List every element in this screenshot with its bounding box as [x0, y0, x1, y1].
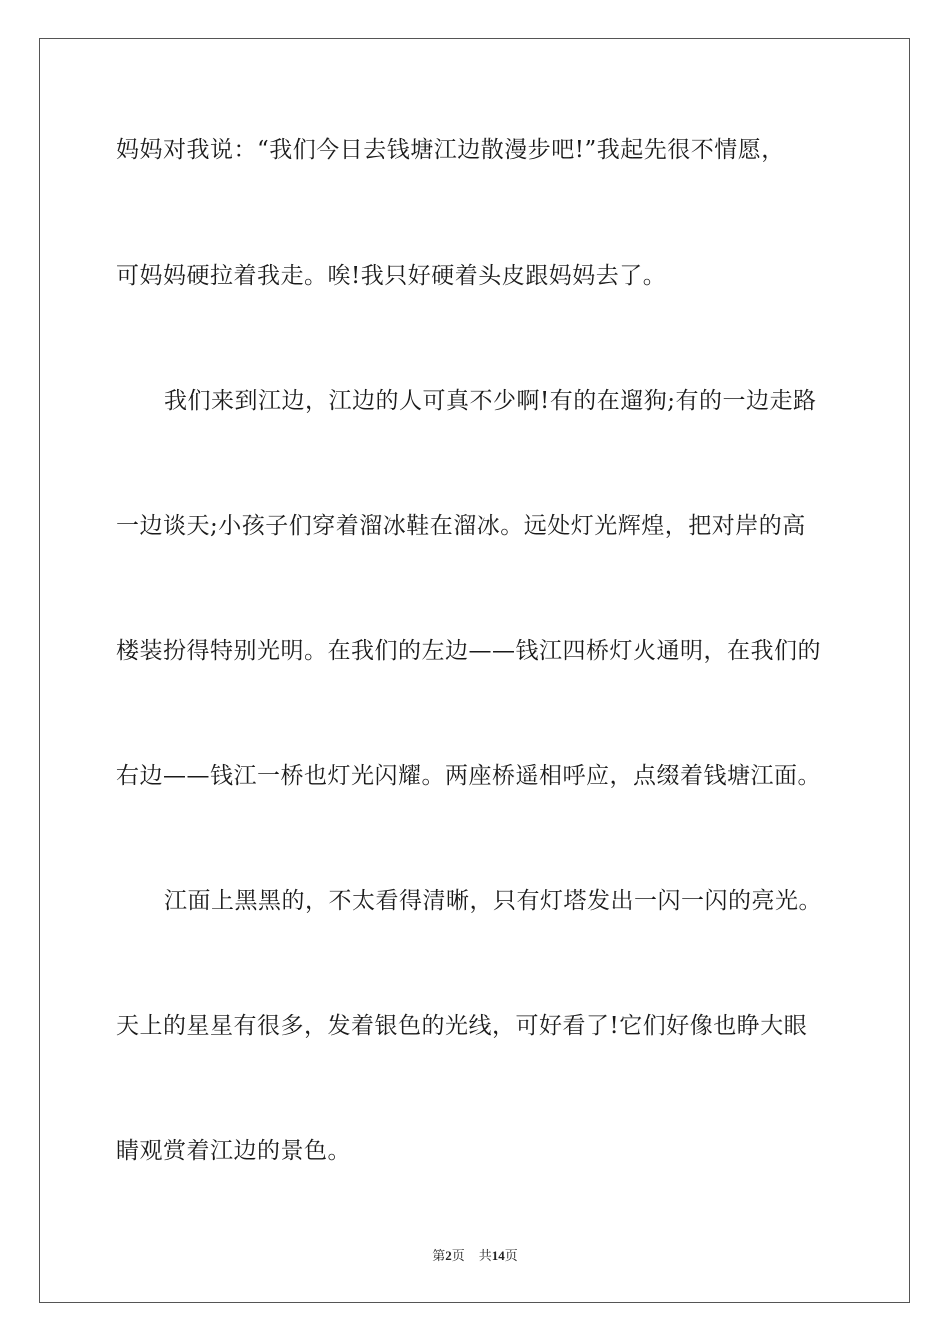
text-line: 右边——钱江一桥也灯光闪耀。两座桥遥相呼应，点缀着钱塘江面。 — [116, 763, 821, 789]
total-page-count: 14 — [491, 1248, 505, 1263]
paragraph-first-line: 我们来到江边，江边的人可真不少啊!有的在遛狗;有的一边走路 — [164, 388, 817, 414]
page-border — [39, 38, 910, 1303]
text-line: 楼装扮得特别光明。在我们的左边——钱江四桥灯火通明，在我们的 — [116, 638, 821, 664]
text-line: 可妈妈硬拉着我走。唉!我只好硬着头皮跟妈妈去了。 — [116, 263, 667, 289]
paragraph-first-line: 江面上黑黑的，不太看得清晰，只有灯塔发出一闪一闪的亮光。 — [164, 888, 822, 914]
text-line: 妈妈对我说：“我们今日去钱塘江边散漫步吧!”我起先很不情愿， — [116, 137, 785, 163]
total-suffix: 页 — [504, 1248, 518, 1263]
page-suffix: 页 — [451, 1248, 465, 1263]
page-footer — [0, 1247, 950, 1265]
text-line: 睛观赏着江边的景色。 — [116, 1138, 351, 1164]
text-line: 一边谈天;小孩子们穿着溜冰鞋在溜冰。远处灯光辉煌，把对岸的高 — [116, 513, 806, 539]
current-page-number: 2 — [445, 1248, 452, 1263]
page-prefix: 第 — [432, 1248, 446, 1263]
total-prefix: 共 — [478, 1248, 492, 1263]
text-line: 天上的星星有很多，发着银色的光线，可好看了!它们好像也睁大眼 — [116, 1013, 808, 1039]
